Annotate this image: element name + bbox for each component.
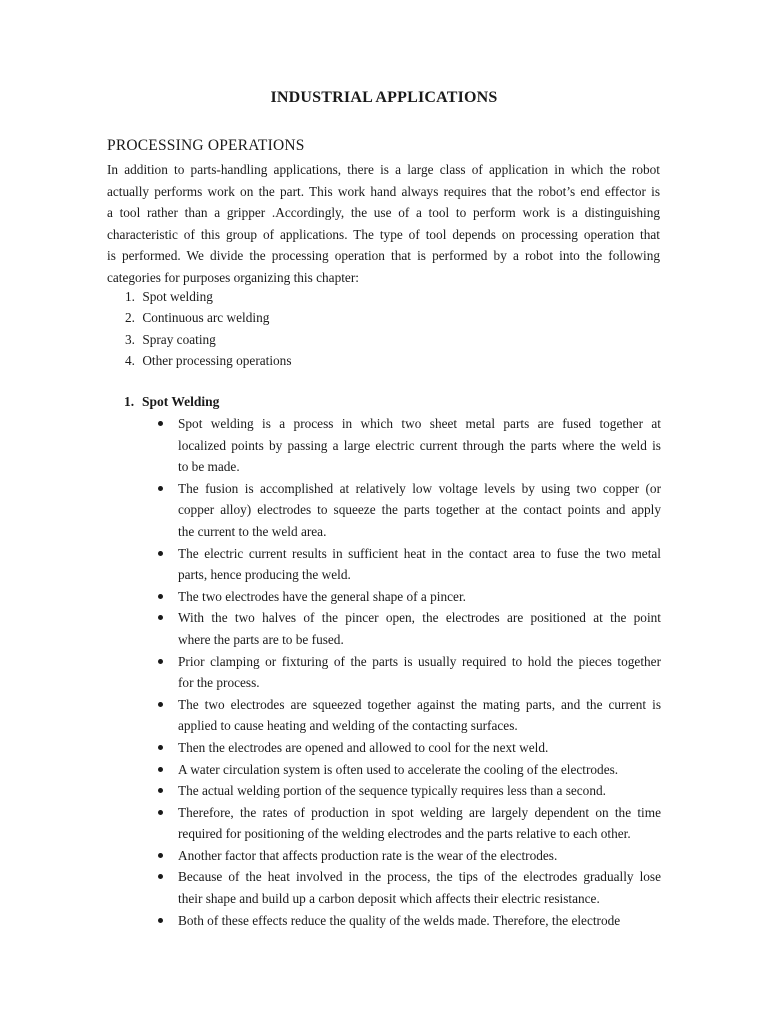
- bullet-text: [178, 586, 661, 608]
- bullet-line: Then the electrodes are opened and allowed to cool for the next weld.: [178, 739, 549, 755]
- bullet-dot-icon: [158, 853, 163, 858]
- bullet-dot-icon: [158, 486, 163, 491]
- bullet-dot-icon: [158, 767, 163, 772]
- bullet-line: Another factor that affects production rate is the wear of the electrodes.: [178, 847, 558, 863]
- bullet-item: [157, 694, 661, 737]
- section-heading: PROCESSING OPERATIONS: [107, 137, 305, 154]
- bullet-item: [157, 478, 661, 543]
- subsection-title: Spot Welding: [142, 394, 220, 409]
- bullet-line: The fusion is accomplished at relatively low voltage levels by using two copper (or: [178, 480, 661, 496]
- bullet-line: for the process.: [178, 675, 260, 691]
- category-number: 4.: [125, 352, 135, 368]
- bullet-dot-icon: [158, 659, 163, 664]
- category-number: 3.: [125, 331, 135, 347]
- bullet-dot-icon: [158, 918, 163, 923]
- bullet-dot-icon: [158, 874, 163, 879]
- bullet-list: [157, 413, 661, 931]
- bullet-dot-icon: [158, 788, 163, 793]
- bullet-line: copper alloy) electrodes to squeeze the parts together at the contact points and apply: [178, 502, 661, 518]
- bullet-text: [178, 780, 661, 802]
- bullet-line: With the two halves of the pincer open, the electrodes are positioned at the point: [178, 610, 661, 626]
- bullet-item: [157, 845, 661, 867]
- bullet-line: their shape and build up a carbon deposit which affects their electric resistance.: [178, 891, 600, 907]
- bullet-line: Both of these effects reduce the quality of the welds made. Therefore, the electrode: [178, 912, 621, 928]
- category-label: Spray coating: [142, 331, 216, 347]
- bullet-text: [178, 866, 661, 909]
- bullet-text: [178, 759, 661, 781]
- bullet-text: [178, 651, 661, 694]
- bullet-dot-icon: [158, 615, 163, 620]
- bullet-item: [157, 607, 661, 650]
- page-title: INDUSTRIAL APPLICATIONS: [270, 89, 498, 106]
- intro-line: actually performs work on the part. This work hand always requires that the robot’s end effector is: [107, 183, 660, 199]
- category-label: Continuous arc welding: [142, 310, 270, 326]
- intro-line: In addition to parts-handling applications, there is a large class of application in which the robot: [107, 162, 660, 177]
- bullet-item: [157, 586, 661, 608]
- bullet-line: parts, hence producing the weld.: [178, 567, 351, 583]
- bullet-text: [178, 910, 661, 932]
- bullet-line: Prior clamping or fixturing of the parts is usually required to hold the pieces together: [178, 653, 661, 669]
- bullet-line: applied to cause heating and welding of the contacting surfaces.: [178, 718, 518, 734]
- bullet-text: [178, 413, 661, 478]
- bullet-item: [157, 413, 661, 478]
- bullet-line: to be made.: [178, 459, 240, 475]
- bullet-line: The electric current results in sufficient heat in the contact area to fuse the two metal: [178, 545, 661, 561]
- bullet-item: [157, 737, 661, 759]
- bullet-dot-icon: [158, 421, 163, 426]
- bullet-text: [178, 694, 661, 737]
- intro-line: categories for purposes organizing this chapter:: [107, 269, 359, 285]
- bullet-line: localized points by passing a large electric current through the parts where the weld is: [178, 437, 661, 453]
- bullet-item: [157, 780, 661, 802]
- category-label: Spot welding: [142, 289, 213, 304]
- bullet-text: [178, 607, 661, 650]
- bullet-dot-icon: [158, 702, 163, 707]
- category-list: [125, 286, 292, 371]
- intro-paragraph: [107, 159, 660, 288]
- bullet-item: [157, 651, 661, 694]
- bullet-line: A water circulation system is often used to accelerate the cooling of the electrodes.: [178, 761, 619, 777]
- category-label: Other processing operations: [142, 352, 292, 368]
- category-number: 1.: [125, 289, 135, 304]
- bullet-item: [157, 543, 661, 586]
- bullet-text: [178, 737, 661, 759]
- bullet-line: where the parts are to be fused.: [178, 631, 344, 647]
- bullet-text: [178, 802, 661, 845]
- bullet-line: The actual welding portion of the sequence typically requires less than a second.: [178, 783, 606, 799]
- intro-line: is performed. We divide the processing operation that is performed by a robot into the following: [107, 248, 660, 263]
- category-item: [125, 329, 292, 350]
- bullet-dot-icon: [158, 594, 163, 599]
- bullet-line: The two electrodes are squeezed together against the mating parts, and the current is: [178, 696, 661, 712]
- subsection-number: 1.: [124, 394, 135, 409]
- bullet-dot-icon: [158, 810, 163, 815]
- category-item: [125, 286, 292, 307]
- intro-line: characteristic of this group of applications. The type of tool depends on processing operation that: [107, 226, 660, 242]
- bullet-line: Therefore, the rates of production in spot welding are largely dependent on the time: [178, 804, 661, 820]
- bullet-line: Spot welding is a process in which two sheet metal parts are fused together at: [178, 416, 661, 431]
- bullet-item: [157, 759, 661, 781]
- subsection-heading: [124, 394, 219, 410]
- bullet-line: the current to the weld area.: [178, 523, 327, 539]
- bullet-text: [178, 543, 661, 586]
- bullet-line: The two electrodes have the general shape of a pincer.: [178, 588, 466, 604]
- bullet-line: Because of the heat involved in the process, the tips of the electrodes gradually lose: [178, 869, 661, 885]
- bullet-dot-icon: [158, 745, 163, 750]
- bullet-item: [157, 802, 661, 845]
- category-item: [125, 307, 292, 328]
- bullet-line: required for positioning of the welding electrodes and the parts relative to each other.: [178, 826, 631, 842]
- intro-line: a tool rather than a gripper .Accordingly, the use of a tool to perform work is a distinguishing: [107, 205, 660, 220]
- bullet-item: [157, 866, 661, 909]
- category-item: [125, 350, 292, 371]
- bullet-item: [157, 910, 661, 932]
- bullet-text: [178, 478, 661, 543]
- bullet-dot-icon: [158, 551, 163, 556]
- bullet-text: [178, 845, 661, 867]
- category-number: 2.: [125, 310, 135, 326]
